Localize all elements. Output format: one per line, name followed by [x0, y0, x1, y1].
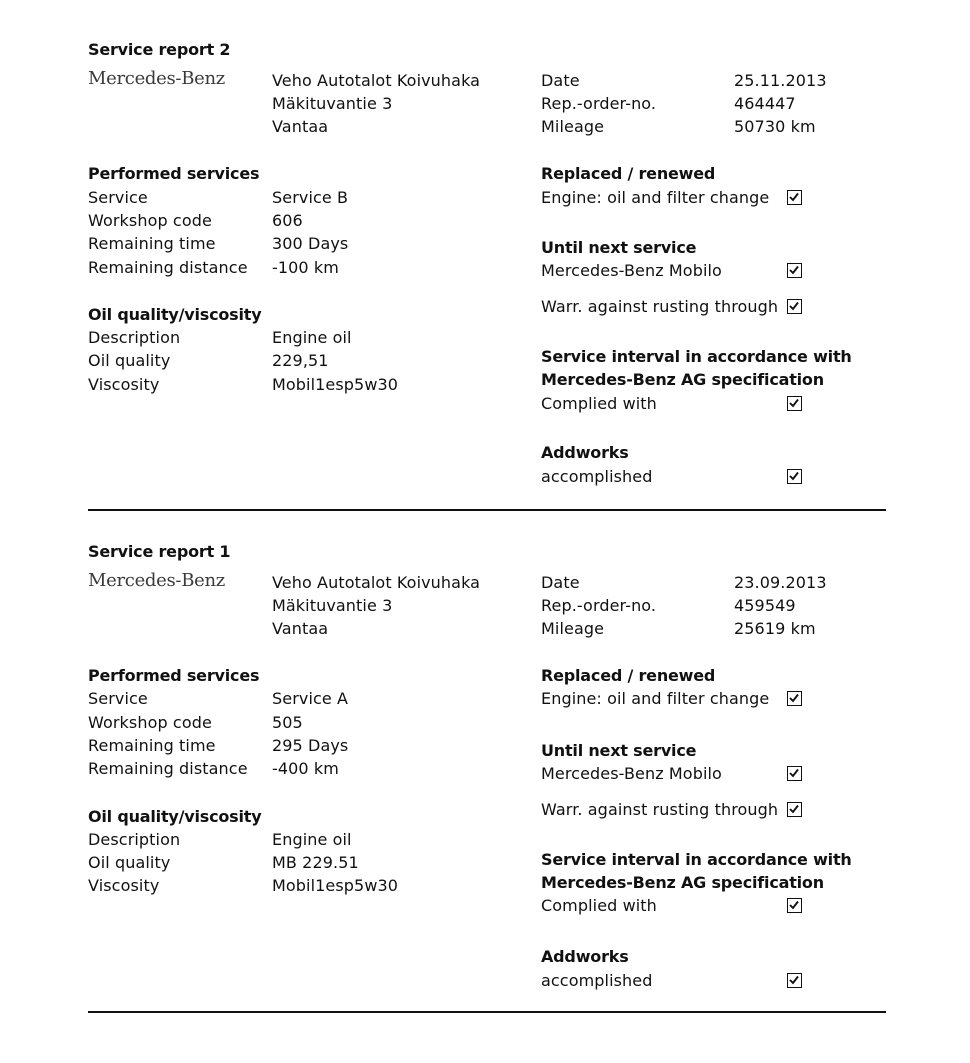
- viscosity-value: Mobil1esp5w30: [272, 375, 399, 394]
- until-next-heading: Until next service: [541, 238, 697, 257]
- remaining-distance-value: -400 km: [272, 759, 339, 778]
- checkbox-checked-icon[interactable]: [787, 802, 802, 817]
- mobilo-label: Mercedes-Benz Mobilo: [541, 764, 722, 783]
- service-label: Service: [88, 689, 148, 708]
- dealer-name: Veho Autotalot Koivuhaka: [272, 573, 481, 592]
- interval-heading-line2: Mercedes-Benz AG specification: [541, 873, 824, 892]
- date-value: 25.11.2013: [734, 71, 827, 90]
- viscosity-value: Mobil1esp5w30: [272, 876, 399, 895]
- date-value: 23.09.2013: [734, 573, 827, 592]
- mileage-label: Mileage: [541, 619, 605, 638]
- date-label: Date: [541, 71, 580, 90]
- workshop-code-label: Workshop code: [88, 713, 212, 732]
- description-label: Description: [88, 830, 181, 849]
- remaining-distance-value: -100 km: [272, 258, 339, 277]
- mercedes-benz-logo: Mercedes-Benz: [88, 570, 225, 591]
- oil-quality-heading: Oil quality/viscosity: [88, 305, 262, 324]
- checkbox-checked-icon[interactable]: [787, 898, 802, 913]
- rep-order-value: 459549: [734, 596, 796, 615]
- performed-services-heading: Performed services: [88, 666, 260, 685]
- oil-quality-label: Oil quality: [88, 853, 171, 872]
- oil-quality-heading: Oil quality/viscosity: [88, 807, 262, 826]
- rep-order-value: 464447: [734, 94, 796, 113]
- remaining-distance-label: Remaining distance: [88, 258, 248, 277]
- workshop-code-value: 606: [272, 211, 303, 230]
- dealer-name: Veho Autotalot Koivuhaka: [272, 71, 481, 90]
- oil-quality-label: Oil quality: [88, 351, 171, 370]
- remaining-time-value: 295 Days: [272, 736, 349, 755]
- service-label: Service: [88, 188, 148, 207]
- rep-order-label: Rep.-order-no.: [541, 596, 657, 615]
- dealer-street: Mäkituvantie 3: [272, 94, 393, 113]
- mercedes-benz-logo: Mercedes-Benz: [88, 68, 225, 89]
- accomplished-label: accomplished: [541, 971, 653, 990]
- replaced-heading: Replaced / renewed: [541, 666, 716, 685]
- checkbox-checked-icon[interactable]: [787, 396, 802, 411]
- performed-services-heading: Performed services: [88, 164, 260, 183]
- section-divider: [88, 1011, 886, 1013]
- replaced-heading: Replaced / renewed: [541, 164, 716, 183]
- report-title: Service report 1: [88, 542, 231, 561]
- service-value: Service A: [272, 689, 349, 708]
- checkbox-checked-icon[interactable]: [787, 299, 802, 314]
- dealer-city: Vantaa: [272, 619, 329, 638]
- remaining-time-value: 300 Days: [272, 234, 349, 253]
- mileage-label: Mileage: [541, 117, 605, 136]
- checkbox-checked-icon[interactable]: [787, 691, 802, 706]
- interval-heading-line1: Service interval in accordance with: [541, 850, 852, 869]
- interval-heading-line2: Mercedes-Benz AG specification: [541, 370, 824, 389]
- dealer-city: Vantaa: [272, 117, 329, 136]
- viscosity-label: Viscosity: [88, 375, 160, 394]
- rep-order-label: Rep.-order-no.: [541, 94, 657, 113]
- date-label: Date: [541, 573, 580, 592]
- addworks-heading: Addworks: [541, 443, 629, 462]
- service-value: Service B: [272, 188, 349, 207]
- mileage-value: 50730 km: [734, 117, 816, 136]
- mileage-value: 25619 km: [734, 619, 816, 638]
- description-value: Engine oil: [272, 830, 352, 849]
- until-next-heading: Until next service: [541, 741, 697, 760]
- description-value: Engine oil: [272, 328, 352, 347]
- checkbox-checked-icon[interactable]: [787, 766, 802, 781]
- oil-quality-value: MB 229.51: [272, 853, 359, 872]
- checkbox-checked-icon[interactable]: [787, 263, 802, 278]
- remaining-distance-label: Remaining distance: [88, 759, 248, 778]
- checkbox-checked-icon[interactable]: [787, 190, 802, 205]
- rusting-warranty-label: Warr. against rusting through: [541, 800, 779, 819]
- service-report-1: [0, 502, 970, 1002]
- interval-heading-line1: Service interval in accordance with: [541, 347, 852, 366]
- service-report-2: [0, 0, 970, 500]
- oil-quality-value: 229,51: [272, 351, 329, 370]
- checkbox-checked-icon[interactable]: [787, 973, 802, 988]
- checkbox-checked-icon[interactable]: [787, 469, 802, 484]
- remaining-time-label: Remaining time: [88, 736, 216, 755]
- accomplished-label: accomplished: [541, 467, 653, 486]
- replaced-item-label: Engine: oil and filter change: [541, 188, 770, 207]
- complied-label: Complied with: [541, 394, 657, 413]
- mobilo-label: Mercedes-Benz Mobilo: [541, 261, 722, 280]
- description-label: Description: [88, 328, 181, 347]
- complied-label: Complied with: [541, 896, 657, 915]
- dealer-street: Mäkituvantie 3: [272, 596, 393, 615]
- rusting-warranty-label: Warr. against rusting through: [541, 297, 779, 316]
- remaining-time-label: Remaining time: [88, 234, 216, 253]
- workshop-code-value: 505: [272, 713, 303, 732]
- replaced-item-label: Engine: oil and filter change: [541, 689, 770, 708]
- viscosity-label: Viscosity: [88, 876, 160, 895]
- addworks-heading: Addworks: [541, 947, 629, 966]
- report-title: Service report 2: [88, 40, 231, 59]
- workshop-code-label: Workshop code: [88, 211, 212, 230]
